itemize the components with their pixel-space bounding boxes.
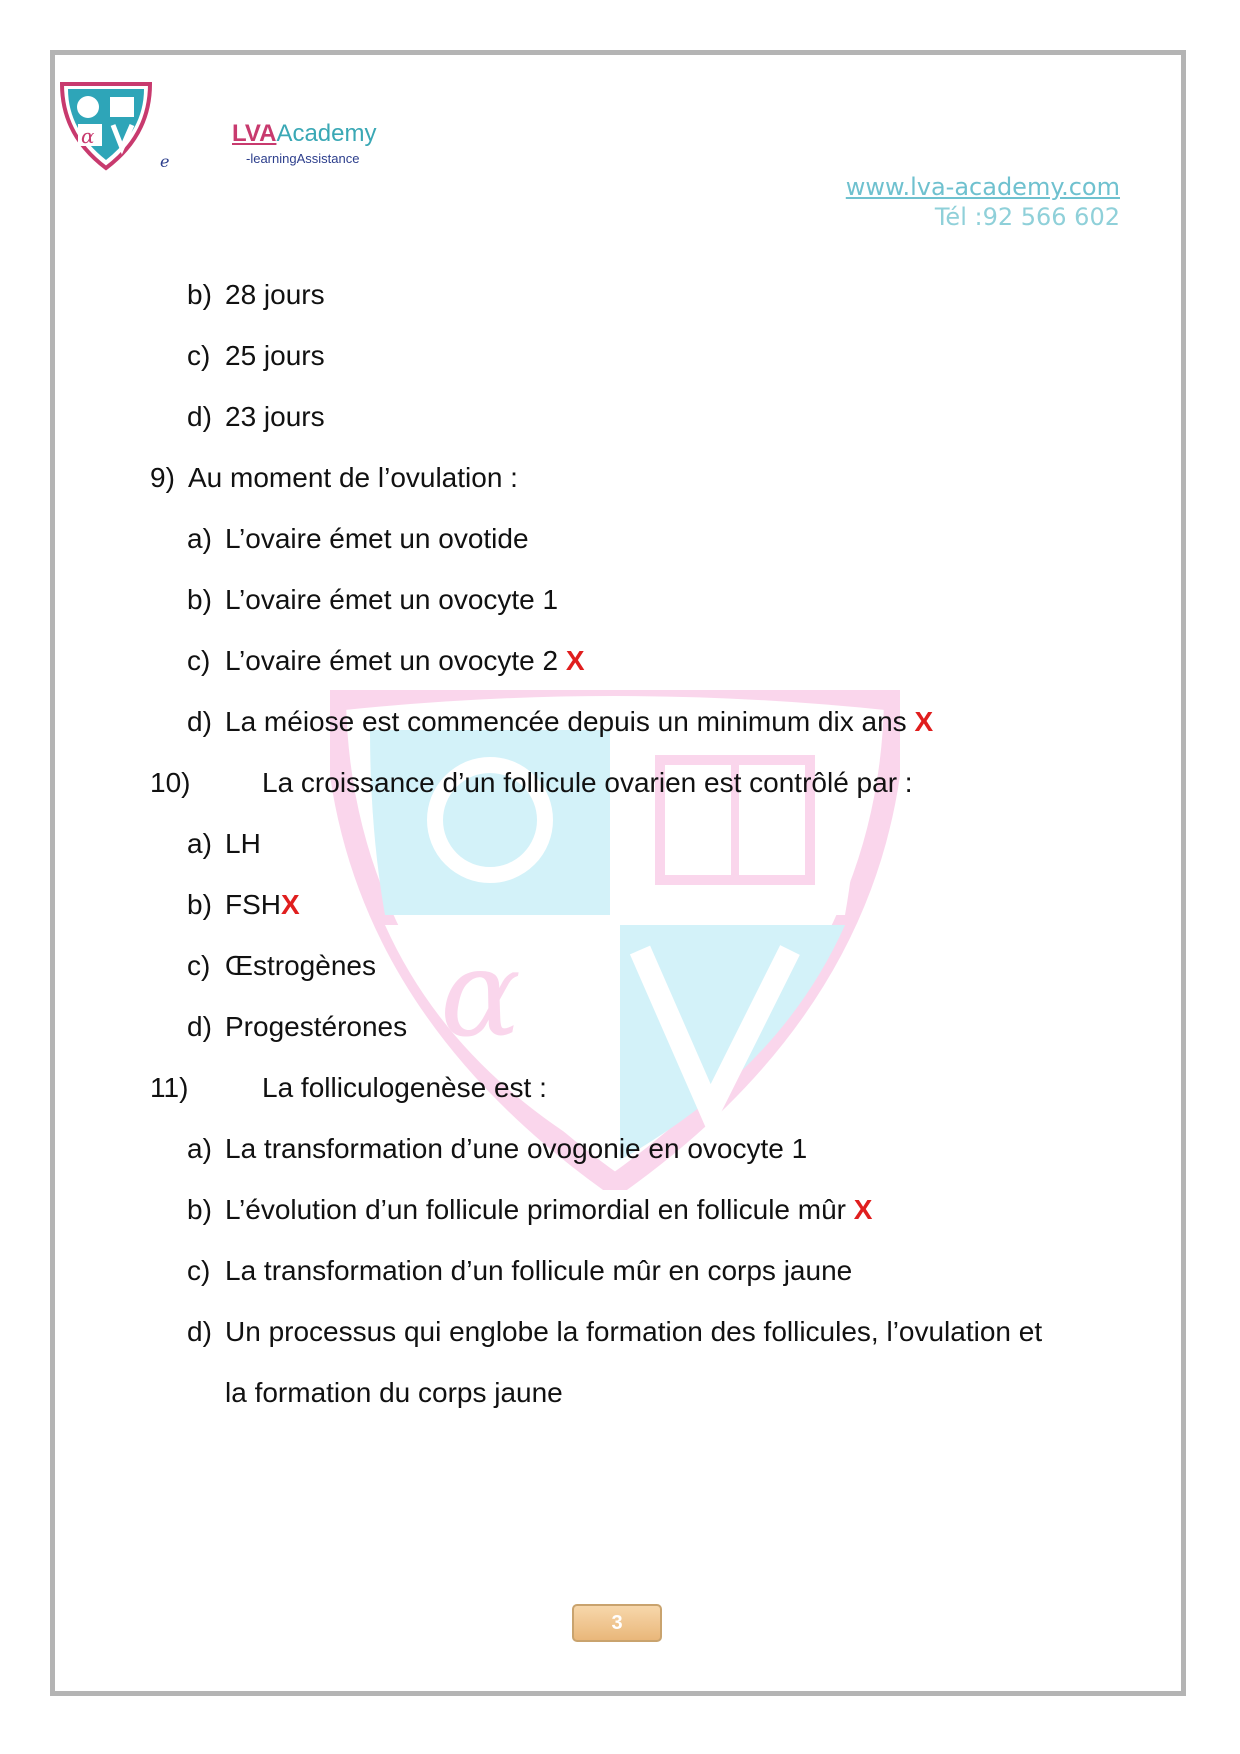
brand-academy: Academy [276, 120, 377, 147]
website-link[interactable]: www.lva-academy.com [845, 173, 1120, 201]
list-item: c) Œstrogènes [187, 950, 376, 981]
contact-block [846, 172, 1120, 232]
list-item: b) L’ovaire émet un ovocyte 1 [187, 584, 559, 615]
svg-text:α: α [81, 124, 95, 148]
list-item: a) La transformation d’une ovogonie en ovocyte 1 [187, 1133, 808, 1164]
list-item: c) 25 jours [187, 340, 325, 371]
list-item-continuation: la formation du corps jaune [225, 1377, 563, 1408]
question-10: 10) La croissance d’un follicule ovarien est contrôlé par : [150, 767, 913, 798]
list-item: b) FSHX [187, 889, 300, 920]
list-item: d) 23 jours [187, 401, 325, 432]
list-item: b) 28 jours [187, 279, 325, 310]
brand-name [232, 120, 376, 148]
answer-mark: X [565, 645, 585, 676]
svg-text:α: α [440, 925, 522, 1064]
logo-letter: e [160, 152, 170, 171]
brand-lv: LVA [232, 120, 277, 147]
list-item: b) L’évolution d’un follicule primordial en follicule mûr X [187, 1194, 873, 1225]
page-number: 3 [572, 1604, 662, 1642]
answer-mark: X [281, 889, 300, 920]
answer-mark: X [914, 706, 934, 737]
list-item: c) La transformation d’un follicule mûr en corps jaune [187, 1255, 853, 1286]
phone-number: Tél :92 566 602 [934, 203, 1120, 231]
list-item: c) L’ovaire émet un ovocyte 2 X [187, 645, 585, 676]
list-item: a) L’ovaire émet un ovotide [187, 523, 529, 554]
list-item: d) Un processus qui englobe la formation des follicules, l’ovulation et [187, 1316, 1043, 1347]
brand-tagline: -learningAssistance [246, 151, 360, 166]
list-item: d) La méiose est commencée depuis un minimum dix ans X [187, 706, 934, 737]
question-9: 9) Au moment de l’ovulation : [150, 462, 518, 493]
brand [232, 120, 376, 166]
question-11: 11) La folliculogenèse est : [150, 1072, 547, 1103]
list-item: d) Progestérones [187, 1011, 408, 1042]
answer-mark: X [853, 1194, 873, 1225]
academy-logo-icon [58, 80, 170, 172]
list-item: a) LH [187, 828, 261, 859]
